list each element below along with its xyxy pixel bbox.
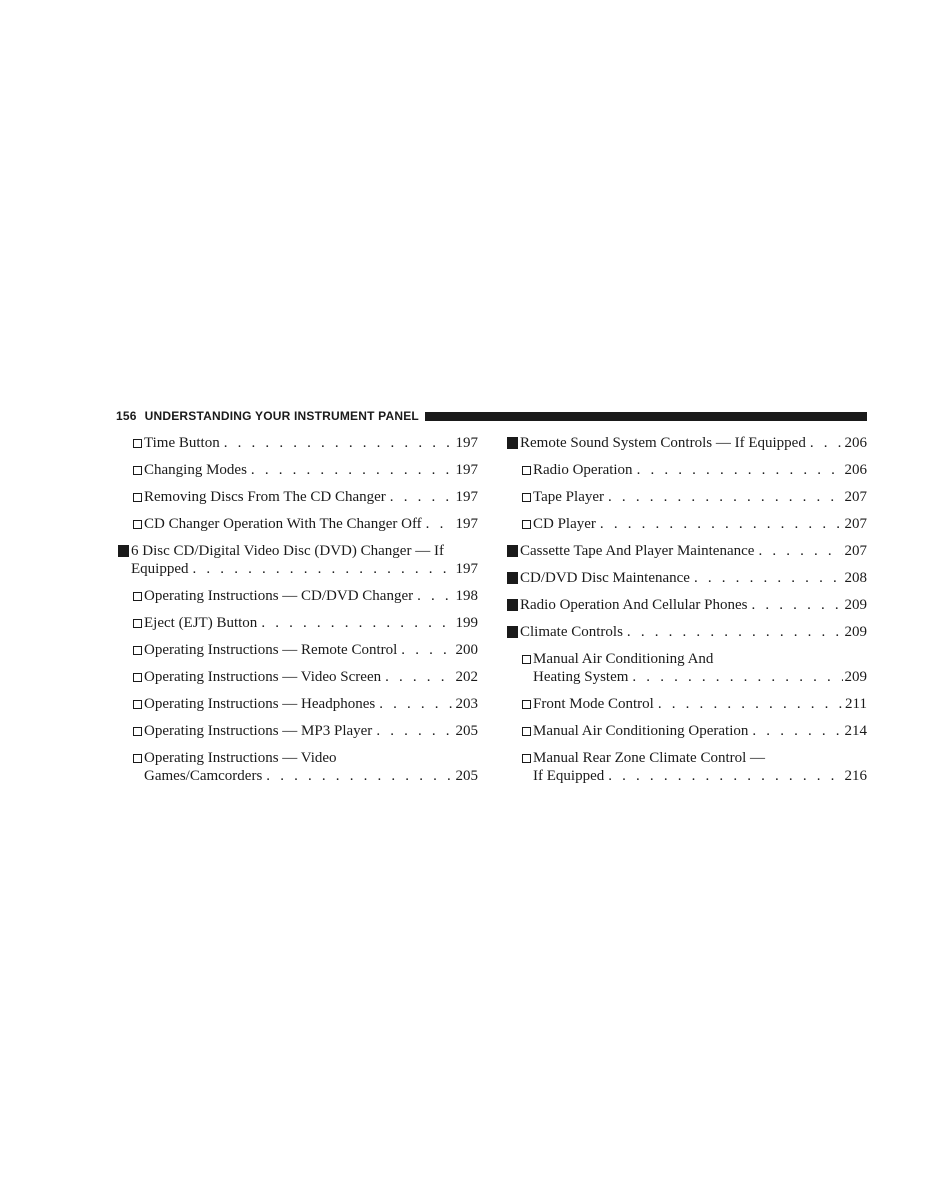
toc-entry-page: 209 [844,624,867,640]
toc-entry-title: Operating Instructions — MP3 Player [144,723,373,739]
toc-entry[interactable] [505,461,867,479]
toc-entry[interactable] [116,722,478,740]
toc-entry[interactable] [505,542,867,560]
toc-entry-title: Time Button [144,435,220,451]
open-square-bullet-icon [130,749,144,767]
toc-entry-page: 198 [455,588,478,604]
filled-square-bullet-icon [505,623,519,641]
toc-entry[interactable] [505,569,867,587]
dot-leader [810,434,843,452]
toc-entry-title: Manual Air Conditioning Operation [533,723,749,739]
toc-entry[interactable] [116,749,478,785]
toc-entry[interactable] [116,434,478,452]
toc-entry-title-line1: Operating Instructions — Video [144,750,337,766]
dot-leader [658,695,843,713]
toc-entry-page: 211 [845,696,867,712]
dot-leader [401,641,453,659]
open-square-bullet-icon [130,695,144,713]
toc-entry-title: If Equipped [533,768,605,784]
dot-leader [417,587,453,605]
dot-leader [379,695,453,713]
open-square-bullet-icon [519,749,533,767]
open-square-bullet-icon [130,722,144,740]
dot-leader [627,623,843,641]
open-square-bullet-icon [519,488,533,506]
toc-entry-page: 208 [844,570,867,586]
toc-entry-title: CD/DVD Disc Maintenance [520,570,690,586]
dot-leader [694,569,843,587]
toc-right-column [505,434,867,794]
dot-leader [376,722,453,740]
toc-entry-page: 199 [455,615,478,631]
toc-entry-page: 209 [844,597,867,613]
toc-entry-title: Front Mode Control [533,696,654,712]
toc-entry-title: Remote Sound System Controls — If Equipped [520,435,806,451]
toc-entry-title: Tape Player [533,489,605,505]
dot-leader [385,668,453,686]
toc-entry[interactable] [505,722,867,740]
toc-entry-title: Eject (EJT) Button [144,615,258,631]
toc-entry[interactable] [505,515,867,533]
open-square-bullet-icon [130,515,144,533]
open-square-bullet-icon [130,668,144,686]
open-square-bullet-icon [519,461,533,479]
toc-entry-page: 197 [455,462,478,478]
toc-entry[interactable] [116,587,478,605]
toc-entry-title: Games/Camcorders [144,768,263,784]
toc-entry-title: Removing Discs From The CD Changer [144,489,386,505]
toc-entry-page: 205 [455,723,478,739]
toc-entry[interactable] [116,695,478,713]
dot-leader [600,515,843,533]
dot-leader [752,722,842,740]
toc-entry[interactable] [116,614,478,632]
toc-entry-page: 207 [844,489,867,505]
open-square-bullet-icon [130,488,144,506]
toc-entry-page: 206 [844,435,867,451]
page-header [116,408,867,424]
toc-entry-page: 207 [844,516,867,532]
toc-entry-title: Operating Instructions — Video Screen [144,669,382,685]
toc-entry-title: Operating Instructions — Headphones [144,696,376,712]
open-square-bullet-icon [519,650,533,668]
dot-leader [632,668,842,686]
toc-entry-page: 197 [455,516,478,532]
toc-entry-page: 205 [455,768,478,784]
toc-entry-title: CD Changer Operation With The Changer Off [144,516,422,532]
toc-entry[interactable] [116,461,478,479]
dot-leader [751,596,842,614]
toc-entry[interactable] [116,515,478,533]
toc-entry-page: 200 [455,642,478,658]
dot-leader [608,767,842,785]
toc-entry-page: 207 [844,543,867,559]
filled-square-bullet-icon [505,434,519,452]
dot-leader [261,614,453,632]
page-number: 156 [116,409,137,423]
toc-entry-page: 216 [844,768,867,784]
toc-entry-page: 214 [844,723,867,739]
toc-entry-title-line1: 6 Disc CD/Digital Video Disc (DVD) Changer — If [131,543,444,559]
dot-leader [426,515,454,533]
toc-entry-title: Radio Operation And Cellular Phones [520,597,748,613]
toc-entry[interactable] [116,542,478,578]
open-square-bullet-icon [130,614,144,632]
toc-left-column [116,434,478,794]
toc-entry-title: Equipped [131,561,189,577]
open-square-bullet-icon [519,515,533,533]
open-square-bullet-icon [130,461,144,479]
toc-entry-title: Radio Operation [533,462,633,478]
dot-leader [608,488,842,506]
toc-entry-page: 209 [844,669,867,685]
toc-entry-title: Cassette Tape And Player Maintenance [520,543,755,559]
toc-entry-page: 203 [455,696,478,712]
dot-leader [224,434,454,452]
filled-square-bullet-icon [116,542,130,560]
dot-leader [193,560,454,578]
filled-square-bullet-icon [505,542,519,560]
open-square-bullet-icon [130,641,144,659]
toc-entry-page: 197 [455,489,478,505]
toc-entry[interactable] [505,488,867,506]
dot-leader [637,461,843,479]
filled-square-bullet-icon [505,596,519,614]
toc-entry[interactable] [505,650,867,686]
section-title: UNDERSTANDING YOUR INSTRUMENT PANEL [144,409,419,423]
open-square-bullet-icon [130,434,144,452]
toc-entry-title: Climate Controls [520,624,623,640]
toc-entry-title: Operating Instructions — CD/DVD Changer [144,588,414,604]
dot-leader [266,767,453,785]
open-square-bullet-icon [130,587,144,605]
toc-entry-title-line1: Manual Rear Zone Climate Control — [533,750,766,766]
header-rule [425,412,867,421]
dot-leader [390,488,454,506]
toc-entry[interactable] [505,749,867,785]
toc-entry-title-line1: Manual Air Conditioning And [533,651,714,667]
toc-entry-page: 206 [844,462,867,478]
toc-entry[interactable] [505,623,867,641]
toc-entry-page: 197 [455,435,478,451]
toc-entry[interactable] [116,488,478,506]
toc-entry[interactable] [116,668,478,686]
dot-leader [758,542,842,560]
open-square-bullet-icon [519,722,533,740]
toc-entry-title: Heating System [533,669,629,685]
dot-leader [251,461,454,479]
filled-square-bullet-icon [505,569,519,587]
toc-entry[interactable] [116,641,478,659]
open-square-bullet-icon [519,695,533,713]
toc-entry-title: Changing Modes [144,462,247,478]
toc-entry[interactable] [505,434,867,452]
toc-entry[interactable] [505,596,867,614]
toc-entry[interactable] [505,695,867,713]
toc-entry-page: 202 [455,669,478,685]
toc-entry-page: 197 [455,561,478,577]
toc-entry-title: Operating Instructions — Remote Control [144,642,398,658]
toc-entry-title: CD Player [533,516,596,532]
